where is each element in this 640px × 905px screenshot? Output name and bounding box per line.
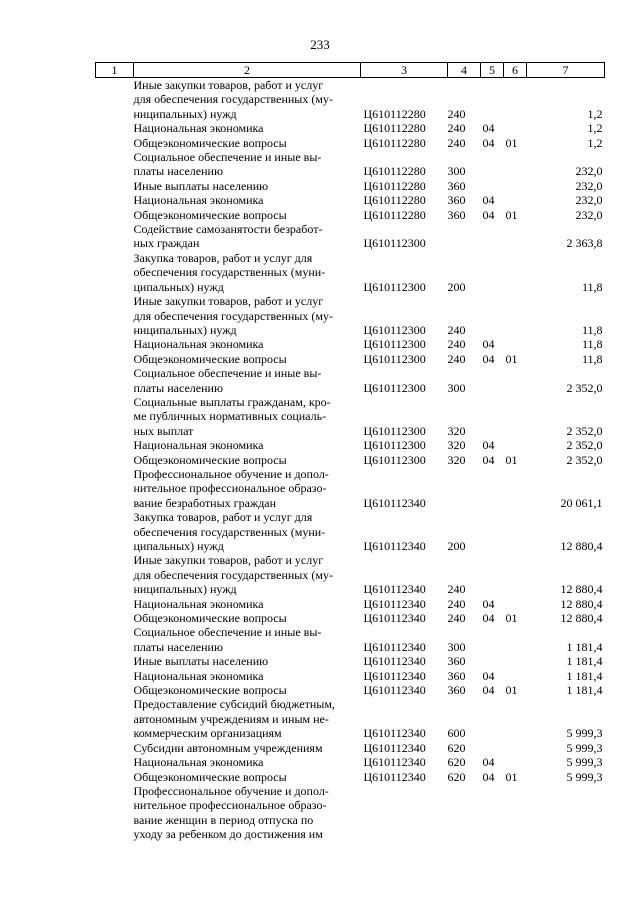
row-name-cell: Закупка товаров, работ и услуг для обеспечения государственных (муни- ципальных) нужд — [133, 250, 326, 294]
table-row — [96, 136, 605, 150]
section-cell — [481, 222, 504, 251]
expense-type-cell: 300 — [447, 164, 466, 179]
amount-cell: 232,0 — [575, 164, 603, 179]
subsection-cell: 01 — [505, 769, 518, 784]
expense-type-cell: 620 — [447, 740, 466, 755]
target-article-cell: Ц610112340 — [363, 639, 426, 654]
section-cell: 04 — [482, 438, 495, 453]
table-row — [96, 741, 605, 755]
table-row — [96, 438, 605, 452]
row-name-cell: Социальное обеспечение и иные вы- платы населению — [133, 150, 322, 179]
section-cell: 04 — [482, 755, 495, 770]
amount-cell: 5 999,3 — [566, 726, 603, 741]
row-name-cell: Профессиональное обучение и допол- нительное профессиональное образо- вание безработных граждан — [133, 466, 329, 510]
row-number-cell — [96, 697, 134, 740]
target-article-cell: Ц610112280 — [363, 207, 426, 222]
target-article-cell: Ц610112280 — [363, 193, 426, 208]
section-cell — [481, 784, 504, 842]
subsection-cell — [504, 222, 527, 251]
target-article-cell: Ц610112300 — [363, 351, 426, 366]
row-number-cell — [96, 654, 134, 668]
row-name-cell: Содействие самозанятости безработ- ных граждан — [133, 222, 323, 251]
row-number-cell — [96, 770, 134, 784]
row-name-cell: Социальное обеспечение и иные вы- платы населению — [133, 625, 322, 654]
budget-table — [95, 62, 605, 842]
section-cell — [481, 625, 504, 654]
section-cell — [481, 741, 504, 755]
target-article-cell: Ц610112300 — [363, 423, 426, 438]
table-row — [96, 597, 605, 611]
expense-type-cell: 240 — [447, 351, 466, 366]
row-name-cell: Социальные выплаты гражданам, кро- ме публичных нормативных социаль- ных выплат — [133, 394, 331, 438]
expense-type-cell: 320 — [447, 438, 466, 453]
row-name-cell: Предоставление субсидий бюджетным, автономным учреждениям и иным не- коммерческим организациям — [133, 697, 335, 741]
row-number-cell — [96, 553, 134, 596]
row-number-cell — [96, 597, 134, 611]
subsection-cell — [504, 467, 527, 510]
section-cell — [481, 251, 504, 294]
table-row — [96, 208, 605, 222]
section-cell: 04 — [482, 611, 495, 626]
section-cell — [481, 553, 504, 596]
target-article-cell: Ц610112280 — [363, 135, 426, 150]
amount-cell: 12 880,4 — [560, 596, 603, 611]
subsection-cell: 01 — [505, 135, 518, 150]
amount-cell: 2 352,0 — [566, 438, 603, 453]
table-body — [96, 78, 605, 842]
subsection-cell — [504, 438, 527, 452]
amount-cell: 2 352,0 — [566, 423, 603, 438]
section-cell: 04 — [482, 769, 495, 784]
table-row — [96, 179, 605, 193]
section-cell — [481, 654, 504, 668]
subsection-cell — [504, 337, 527, 351]
row-number-cell — [96, 755, 134, 769]
section-cell — [481, 179, 504, 193]
row-name-cell: Закупка товаров, работ и услуг для обеспечения государственных (муни- ципальных) нужд — [133, 510, 326, 553]
amount-cell: 2 352,0 — [566, 452, 603, 467]
table-row — [96, 453, 605, 467]
row-name-cell: Национальная экономика — [133, 121, 264, 136]
target-article-cell: Ц610112300 — [363, 438, 426, 453]
expense-type-cell: 240 — [447, 121, 466, 136]
amount-cell: 5 999,3 — [566, 769, 603, 784]
target-article-cell: Ц610112300 — [363, 279, 426, 294]
subsection-cell — [504, 741, 527, 755]
expense-type-cell: 360 — [447, 193, 466, 208]
expense-type-cell: 240 — [447, 135, 466, 150]
expense-type-cell: 300 — [447, 639, 466, 654]
subsection-cell — [504, 697, 527, 740]
amount-cell: 1 181,4 — [566, 654, 603, 669]
table-row — [96, 193, 605, 207]
amount-cell: 12 880,4 — [560, 539, 603, 553]
expense-type-cell: 360 — [447, 178, 466, 193]
row-name-cell: Профессиональное обучение и допол- нительное профессиональное образо- вание женщин в период отпуска по уходу за ребенком до достижения им — [133, 783, 329, 842]
subsection-cell — [504, 553, 527, 596]
target-article-cell: Ц610112340 — [363, 654, 426, 669]
row-number-cell — [96, 251, 134, 294]
amount-cell: 232,0 — [575, 207, 603, 222]
section-cell — [481, 294, 504, 337]
row-name-cell: Общеэкономические вопросы — [133, 683, 287, 698]
row-name-cell: Общеэкономические вопросы — [133, 769, 287, 784]
row-number-cell — [96, 366, 134, 395]
row-number-cell — [96, 669, 134, 683]
section-cell — [481, 510, 504, 553]
expense-type-cell: 320 — [447, 423, 466, 438]
target-article-cell: Ц610112300 — [363, 322, 426, 337]
amount-cell: 12 880,4 — [560, 582, 603, 597]
target-article-cell: Ц610112280 — [363, 164, 426, 179]
table-row — [96, 121, 605, 135]
column-header: 4 — [448, 63, 481, 78]
row-name-cell: Общеэкономические вопросы — [133, 135, 287, 150]
subsection-cell: 01 — [505, 207, 518, 222]
expense-type-cell: 360 — [447, 668, 466, 683]
section-cell — [481, 78, 504, 122]
subsection-cell — [504, 784, 527, 842]
subsection-cell — [504, 755, 527, 769]
target-article-cell: Ц610112340 — [363, 596, 426, 611]
row-name-cell: Иные закупки товаров, работ и услуг для обеспечения государственных (му- ниципальных) нужд — [133, 553, 333, 597]
expense-type-cell: 240 — [447, 582, 466, 597]
table-row — [96, 294, 605, 337]
subsection-cell — [504, 395, 527, 438]
section-cell — [481, 366, 504, 395]
subsection-cell — [504, 193, 527, 207]
target-article-cell: Ц610112340 — [363, 668, 426, 683]
row-name-cell: Национальная экономика — [133, 755, 264, 770]
section-cell — [481, 150, 504, 179]
expense-type-cell — [448, 467, 481, 510]
subsection-cell — [504, 366, 527, 395]
section-cell — [481, 697, 504, 740]
target-article-cell: Ц610112340 — [363, 769, 426, 784]
target-article-cell: Ц610112280 — [363, 121, 426, 136]
subsection-cell — [504, 179, 527, 193]
amount-cell: 2 352,0 — [566, 380, 603, 395]
table-row — [96, 553, 605, 596]
row-name-cell: Иные выплаты населению — [133, 654, 269, 669]
subsection-cell — [504, 669, 527, 683]
section-cell: 04 — [482, 683, 495, 698]
expense-type-cell — [448, 222, 481, 251]
amount-cell: 11,8 — [581, 322, 603, 337]
row-number-cell — [96, 136, 134, 150]
section-cell: 04 — [482, 193, 495, 208]
table-row — [96, 697, 605, 740]
amount-cell: 1,2 — [587, 135, 603, 150]
row-number-cell — [96, 193, 134, 207]
row-name-cell: Национальная экономика — [133, 193, 264, 208]
amount-cell: 232,0 — [575, 178, 603, 193]
target-article-cell: Ц610112340 — [363, 683, 426, 698]
table-row — [96, 770, 605, 784]
expense-type-cell — [448, 784, 481, 842]
section-cell: 04 — [482, 596, 495, 611]
table-row — [96, 510, 605, 553]
page-number: 233 — [310, 37, 330, 52]
target-article-cell: Ц610112340 — [363, 539, 426, 553]
expense-type-cell: 300 — [447, 380, 466, 395]
target-article-cell — [361, 784, 448, 842]
subsection-cell — [504, 121, 527, 135]
row-name-cell: Общеэкономические вопросы — [133, 611, 287, 626]
section-cell — [481, 467, 504, 510]
table-row — [96, 625, 605, 654]
amount-cell: 232,0 — [575, 193, 603, 208]
column-header: 7 — [527, 63, 605, 78]
table-row — [96, 784, 605, 842]
column-header: 5 — [481, 63, 504, 78]
subsection-cell — [504, 78, 527, 122]
amount-cell: 1,2 — [587, 121, 603, 136]
target-article-cell: Ц610112340 — [363, 726, 426, 741]
subsection-cell — [504, 294, 527, 337]
expense-type-cell: 620 — [447, 769, 466, 784]
target-article-cell: Ц610112340 — [363, 755, 426, 770]
subsection-cell: 01 — [505, 611, 518, 626]
subsection-cell: 01 — [505, 351, 518, 366]
target-article-cell: Ц610112300 — [363, 452, 426, 467]
amount-cell: 1 181,4 — [566, 683, 603, 698]
expense-type-cell: 240 — [447, 322, 466, 337]
target-article-cell: Ц610112300 — [363, 337, 426, 352]
row-number-cell — [96, 510, 134, 553]
row-number-cell — [96, 78, 134, 122]
amount-cell: 5 999,3 — [566, 740, 603, 755]
amount-cell: 2 363,8 — [566, 236, 603, 251]
amount-cell: 1 181,4 — [566, 639, 603, 654]
row-number-cell — [96, 179, 134, 193]
subsection-cell — [504, 597, 527, 611]
target-article-cell: Ц610112340 — [363, 495, 426, 510]
column-header: 2 — [134, 63, 361, 78]
expense-type-cell: 620 — [447, 755, 466, 770]
table-row — [96, 611, 605, 625]
amount-cell: 11,8 — [581, 279, 603, 294]
amount-cell: 12 880,4 — [560, 611, 603, 626]
table-row — [96, 78, 605, 122]
section-cell: 04 — [482, 207, 495, 222]
row-name-cell: Общеэкономические вопросы — [133, 207, 287, 222]
section-cell: 04 — [482, 135, 495, 150]
expense-type-cell: 240 — [447, 337, 466, 352]
column-header: 1 — [96, 63, 134, 78]
row-number-cell — [96, 395, 134, 438]
target-article-cell: Ц610112340 — [363, 611, 426, 626]
expense-type-cell: 200 — [447, 539, 466, 553]
table-row — [96, 366, 605, 395]
target-article-cell: Ц610112300 — [363, 236, 426, 251]
target-article-cell: Ц610112280 — [363, 178, 426, 193]
subsection-cell: 01 — [505, 452, 518, 467]
row-name-cell: Национальная экономика — [133, 668, 264, 683]
row-name-cell: Общеэкономические вопросы — [133, 452, 287, 467]
subsection-cell — [504, 625, 527, 654]
row-name-cell: Национальная экономика — [133, 596, 264, 611]
row-name-cell: Иные закупки товаров, работ и услуг для обеспечения государственных (му- ниципальных) нужд — [133, 78, 333, 121]
section-cell: 04 — [482, 121, 495, 136]
row-name-cell: Общеэкономические вопросы — [133, 351, 287, 366]
subsection-cell: 01 — [505, 683, 518, 698]
section-cell: 04 — [482, 351, 495, 366]
row-number-cell — [96, 150, 134, 179]
section-cell: 04 — [482, 668, 495, 683]
column-header: 3 — [361, 63, 448, 78]
section-cell: 04 — [482, 452, 495, 467]
table-row — [96, 683, 605, 697]
row-number-cell — [96, 121, 134, 135]
amount-cell — [527, 784, 605, 842]
table-row — [96, 150, 605, 179]
row-number-cell — [96, 352, 134, 366]
expense-type-cell: 240 — [447, 596, 466, 611]
row-number-cell — [96, 741, 134, 755]
target-article-cell: Ц610112340 — [363, 740, 426, 755]
subsection-cell — [504, 251, 527, 294]
amount-cell: 1 181,4 — [566, 668, 603, 683]
row-number-cell — [96, 337, 134, 351]
table-row — [96, 251, 605, 294]
row-name-cell: Иные выплаты населению — [133, 178, 269, 193]
row-name-cell: Иные закупки товаров, работ и услуг для обеспечения государственных (му- ниципальных) нужд — [133, 294, 333, 337]
row-number-cell — [96, 453, 134, 467]
target-article-cell: Ц610112300 — [363, 380, 426, 395]
row-number-cell — [96, 438, 134, 452]
table-row — [96, 337, 605, 351]
row-number-cell — [96, 625, 134, 654]
row-number-cell — [96, 467, 134, 510]
table-row — [96, 395, 605, 438]
target-article-cell: Ц610112280 — [363, 106, 426, 121]
row-number-cell — [96, 208, 134, 222]
table-row — [96, 222, 605, 251]
expense-type-cell: 200 — [447, 279, 466, 294]
subsection-cell — [504, 654, 527, 668]
section-cell — [481, 395, 504, 438]
target-article-cell: Ц610112340 — [363, 582, 426, 597]
amount-cell: 1,2 — [587, 106, 603, 121]
amount-cell: 11,8 — [581, 351, 603, 366]
section-cell: 04 — [482, 337, 495, 352]
column-header: 6 — [504, 63, 527, 78]
row-name-cell: Социальное обеспечение и иные вы- платы населению — [133, 366, 322, 395]
table-row — [96, 669, 605, 683]
row-number-cell — [96, 294, 134, 337]
row-name-cell: Субсидии автономным учреждениям — [133, 740, 323, 755]
expense-type-cell: 600 — [447, 726, 466, 741]
row-name-cell: Национальная экономика — [133, 337, 264, 352]
table-row — [96, 352, 605, 366]
amount-cell: 20 061,1 — [560, 495, 603, 510]
table-row — [96, 654, 605, 668]
table-header-row — [96, 63, 605, 78]
subsection-cell — [504, 510, 527, 553]
row-number-cell — [96, 784, 134, 842]
table-row — [96, 467, 605, 510]
amount-cell: 11,8 — [581, 337, 603, 352]
expense-type-cell: 240 — [447, 106, 466, 121]
row-name-cell: Национальная экономика — [133, 438, 264, 453]
row-number-cell — [96, 683, 134, 697]
amount-cell: 5 999,3 — [566, 755, 603, 770]
expense-type-cell: 360 — [447, 683, 466, 698]
expense-type-cell: 240 — [447, 611, 466, 626]
expense-type-cell: 360 — [447, 654, 466, 669]
expense-type-cell: 360 — [447, 207, 466, 222]
table-row — [96, 755, 605, 769]
expense-type-cell: 320 — [447, 452, 466, 467]
subsection-cell — [504, 150, 527, 179]
row-number-cell — [96, 222, 134, 251]
row-number-cell — [96, 611, 134, 625]
